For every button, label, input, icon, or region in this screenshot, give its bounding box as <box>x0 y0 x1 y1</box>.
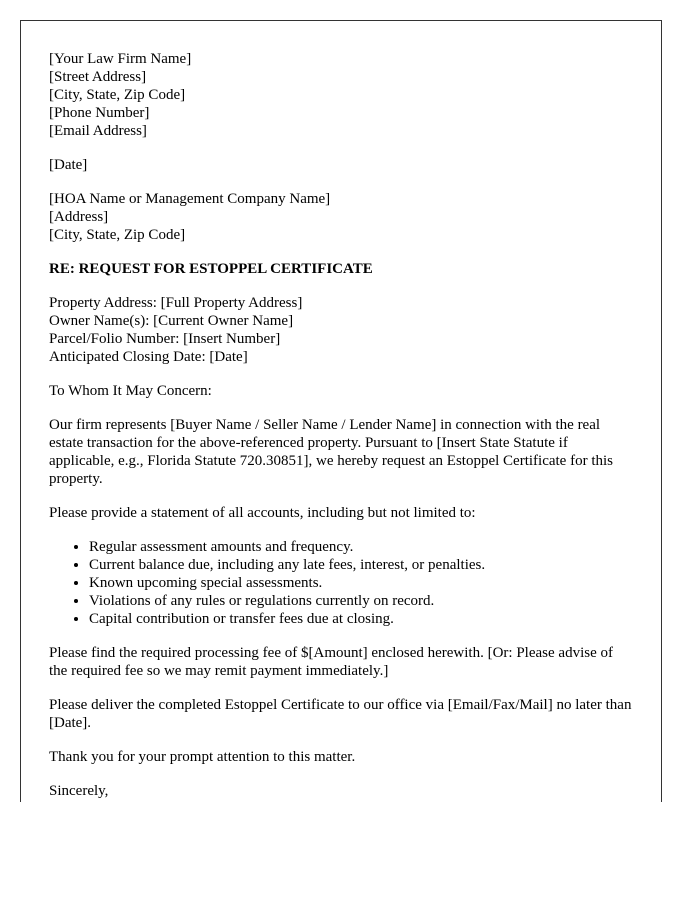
list-item: • Current balance due, including any late fees, interest, or penalties. <box>89 556 633 574</box>
requested-items-list <box>49 538 633 628</box>
recipient-block <box>49 190 633 244</box>
closing-date: Anticipated Closing Date: [Date] <box>49 349 248 365</box>
fee-paragraph: Please find the required processing fee of $[Amount] enclosed herewith. [Or: Please advise of the required fee so we may remit payment immediately.] <box>49 645 613 679</box>
recipient-address: [Address] <box>49 209 109 225</box>
letter-content <box>21 21 661 800</box>
recipient-name: [HOA Name or Management Company Name] <box>49 191 331 207</box>
property-details-block <box>49 294 633 366</box>
closing-signoff: Sincerely, <box>49 783 109 799</box>
sender-phone: [Phone Number] <box>49 105 150 121</box>
recipient-city-state-zip: [City, State, Zip Code] <box>49 227 186 243</box>
parcel-number: Parcel/Folio Number: [Insert Number] <box>49 331 281 347</box>
sender-city-state-zip: [City, State, Zip Code] <box>49 87 186 103</box>
sender-email: [Email Address] <box>49 123 147 139</box>
salutation: To Whom It May Concern: <box>49 383 212 399</box>
thanks-paragraph: Thank you for your prompt attention to this matter. <box>49 749 356 765</box>
delivery-paragraph: Please deliver the completed Estoppel Certificate to our office via [Email/Fax/Mail] no later than [Date]. <box>49 697 632 731</box>
sender-block <box>49 50 633 140</box>
list-item: • Capital contribution or transfer fees due at closing. <box>89 610 633 628</box>
list-item: • Regular assessment amounts and frequency. <box>89 538 633 556</box>
letter-page <box>20 20 662 802</box>
list-item: • Violations of any rules or regulations currently on record. <box>89 592 633 610</box>
date-block <box>49 156 633 174</box>
list-item: • Known upcoming special assessments. <box>89 574 633 592</box>
letter-date: [Date] <box>49 157 88 173</box>
sender-firm-name: [Your Law Firm Name] <box>49 51 192 67</box>
property-address: Property Address: [Full Property Address] <box>49 295 303 311</box>
list-intro: Please provide a statement of all accounts, including but not limited to: <box>49 505 476 521</box>
sender-street: [Street Address] <box>49 69 147 85</box>
intro-paragraph: Our firm represents [Buyer Name / Seller Name / Lender Name] in connection with the real estate transaction for the above-referenced property. Pursuant to [Insert State Statute if applicable, e.g., Florida Statute 720.30851], we hereby request an Estoppel Certificate for this property. <box>49 417 614 487</box>
owner-names: Owner Name(s): [Current Owner Name] <box>49 313 294 329</box>
subject-heading: RE: REQUEST FOR ESTOPPEL CERTIFICATE <box>49 261 373 277</box>
